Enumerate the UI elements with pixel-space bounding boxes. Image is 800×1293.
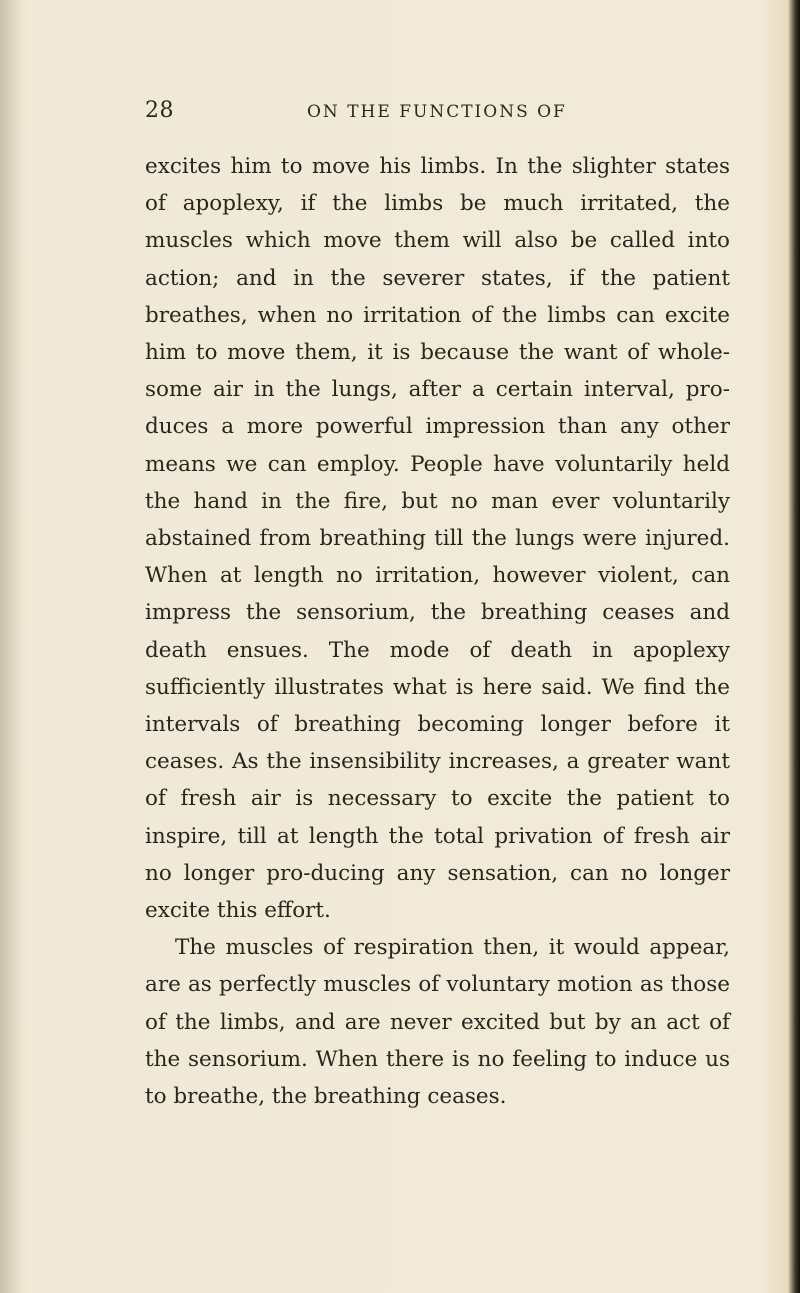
- running-head: ON THE FUNCTIONS OF: [307, 102, 567, 122]
- page-edge: [788, 0, 800, 1293]
- page-header: [145, 98, 735, 138]
- paragraph-2: The muscles of respiration then, it would appear, are as perfectly muscles of voluntary motion as those of the limbs, and are never excited but by an act of the sensorium. When there is no feeling to induce us to breathe, the breathing ceases.: [145, 935, 730, 1110]
- gutter-shadow: [0, 0, 22, 1293]
- paragraph-1: excites him to move his limbs. In the slighter states of apoplexy, if the limbs be much irritated, the muscles which move them will also be called into action; and in the severer states, if the patient breathes, when no irritation of the limbs can excite him to move them, it is because the want of whole-some air in the lungs, after a certain interval, pro-duces a more powerful impression than any other means we can employ. People have voluntarily held the hand in the fire, but no man ever voluntarily abstained from breathing till the lungs were injured. When at length no irritation, however violent, can impress the sensorium, the breathing ceases and death ensues. The mode of death in apoplexy sufficiently illustrates what is here said. We find the intervals of breathing becoming longer before it ceases. As the insensibility increases, a greater want of fresh air is necessary to excite the patient to inspire, till at length the total privation of fresh air no longer pro-ducing any sensation, can no longer excite this effort.: [145, 154, 730, 924]
- page-number: 28: [145, 98, 174, 123]
- body-text: [145, 148, 730, 1115]
